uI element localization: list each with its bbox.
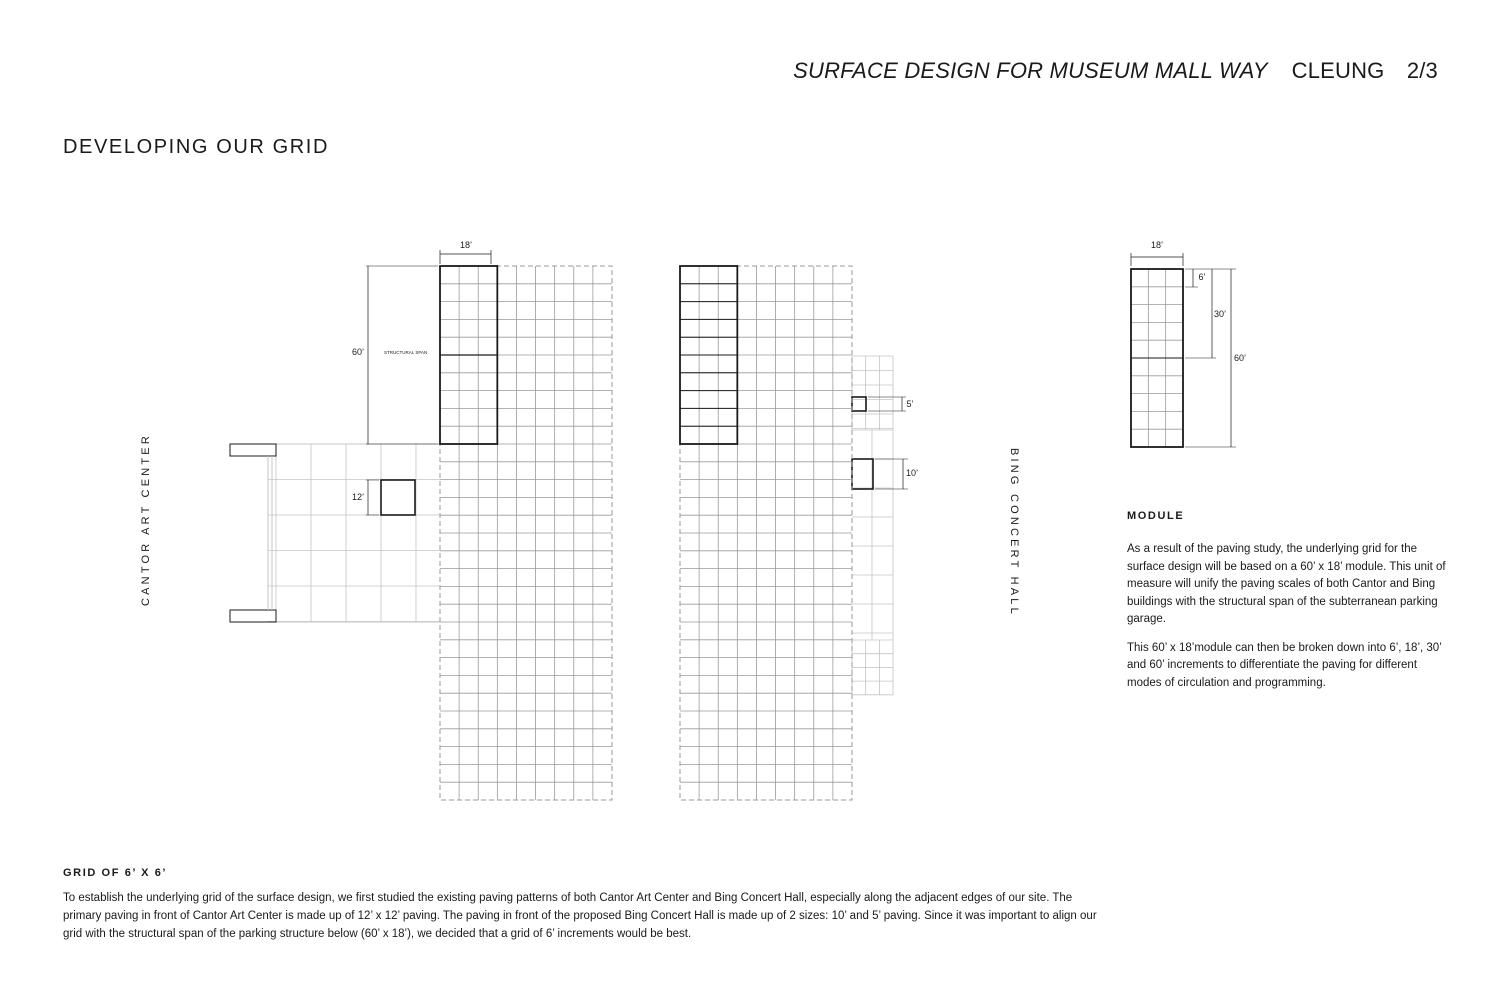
module-dim-6ft: 6’: [1198, 272, 1206, 282]
grid-description: To establish the underlying grid of the surface design, we first studied the existing paving patterns of both Cantor Art Center and Bing Concert Hall, especially along the adjacent edges of our site. The primary paving in front of Cantor Art Center is made up of 12’ x 12’ paving. The paving in front of the proposed Bing Concert Hall is made up of 2 sizes: 10’ and 5’ paving. Since it was important to align our grid with the structural span of the parking structure below (60’ x 18’), we decided that a grid of 6’ increments would be best.: [63, 892, 1097, 940]
bing-concert-hall-label: BING CONCERT HALL: [1008, 448, 1020, 617]
section-title: DEVELOPING OUR GRID: [63, 136, 329, 158]
module-paragraph: This 60’ x 18’module can then be broken down into 6’, 18’, 30’ and 60’ increments to differentiate the paving for different modes of circulation and programming.: [1127, 641, 1442, 689]
cantor-building-step: [230, 610, 276, 622]
bing-paving-area: [852, 356, 893, 695]
module-dim-60ft: 60’: [1233, 353, 1247, 363]
dim-label-bing-small-paver: 5’: [906, 399, 914, 409]
right-mall-grid: [680, 266, 852, 800]
cantor-paving-area: [230, 444, 440, 622]
module-dim-width: 18’: [1150, 240, 1164, 250]
author-name: CLEUNG: [1291, 58, 1385, 83]
page-number: 2/3: [1406, 58, 1438, 83]
left-mall-grid: [440, 266, 612, 800]
structural-span-note: STRUCTURAL SPAN: [384, 350, 428, 355]
bing-large-paver-highlight: [852, 459, 873, 489]
cantor-building-step: [230, 444, 276, 456]
cantor-art-center-label: CANTOR ART CENTER: [140, 433, 152, 606]
grid-heading: GRID OF 6’ X 6’: [63, 867, 168, 879]
module-detail-diagram: [1131, 269, 1183, 447]
dim-label-bing-large-paver: 10’: [905, 468, 919, 478]
module-heading: MODULE: [1127, 510, 1185, 522]
module-dim-30ft: 30’: [1213, 309, 1227, 319]
dim-label-module-length: 60’: [351, 347, 365, 357]
project-title: SURFACE DESIGN FOR MUSEUM MALL WAY: [793, 58, 1268, 83]
dim-label-cantor-paver: 12’: [351, 492, 365, 502]
module-description: [1127, 541, 1452, 703]
module-paragraph: As a result of the paving study, the underlying grid for the surface design will be based on a 60’ x 18’ module. This unit of measure will unify the paving scales of both Cantor and Bing buildings with the structural span of the subterranean parking garage.: [1127, 543, 1446, 625]
cantor-paver-highlight: [381, 480, 415, 515]
dim-label-module-width: 18’: [459, 240, 473, 250]
